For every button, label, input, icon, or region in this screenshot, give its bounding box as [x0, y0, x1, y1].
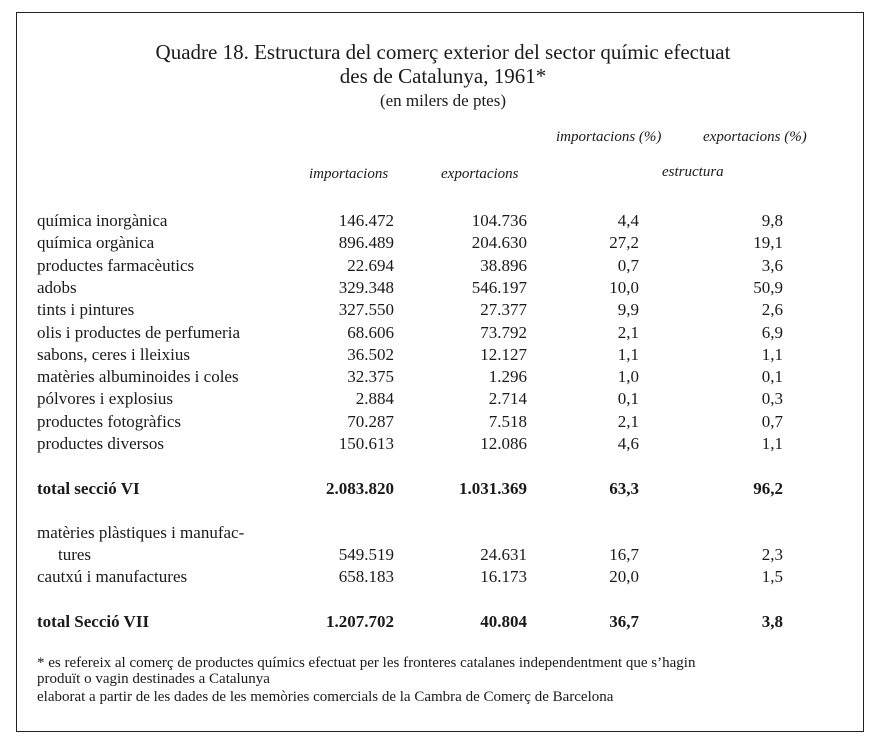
- row-label: adobs: [37, 277, 77, 297]
- table-row: [0, 344, 886, 366]
- row-exportacions-pct: 0,7: [761, 411, 783, 431]
- row-importacions-pct: 27,2: [609, 233, 639, 253]
- table-row: [0, 566, 886, 588]
- row-importacions: 1.207.702: [326, 612, 394, 631]
- row-importacions: 2.884: [355, 389, 394, 409]
- row-exportacions-pct: 3,8: [761, 612, 783, 631]
- header-importacions-pct: importacions (%): [556, 129, 662, 145]
- table-row: [0, 232, 886, 254]
- row-importacions-pct: 16,7: [609, 545, 639, 564]
- header-exportacions: exportacions: [441, 166, 519, 182]
- header-exportacions-pct: exportacions (%): [703, 129, 807, 145]
- row-label: matèries plàstiques i manufac-: [37, 523, 245, 542]
- table-row: [0, 299, 886, 321]
- row-label-continuation: tures: [58, 545, 92, 564]
- row-label: total Secció VII: [37, 612, 150, 631]
- table-row: [0, 255, 886, 277]
- row-exportacions-pct: 3,6: [761, 255, 783, 275]
- table-row: [0, 388, 886, 410]
- row-importacions: 329.348: [338, 277, 394, 297]
- table-row: [0, 411, 886, 433]
- row-label: productes fotogràfics: [37, 411, 181, 431]
- row-exportacions: 12.127: [480, 344, 527, 364]
- table-row: [0, 277, 886, 299]
- row-label: cautxú i manufactures: [37, 567, 188, 586]
- row-exportacions: 16.173: [480, 567, 527, 586]
- row-exportacions: 38.896: [480, 255, 527, 275]
- row-importacions: 70.287: [347, 411, 394, 431]
- row-exportacions-pct: 1,1: [761, 434, 783, 453]
- table-row: [0, 544, 886, 566]
- row-exportacions-pct: 0,1: [761, 367, 783, 387]
- row-exportacions: 12.086: [480, 434, 527, 453]
- row-label: olis i productes de perfumeria: [37, 322, 240, 342]
- row-importacions-pct: 63,3: [609, 479, 639, 498]
- row-exportacions-pct: 9,8: [761, 211, 783, 230]
- row-importacions: 22.694: [347, 255, 394, 275]
- row-exportacions: 204.630: [471, 233, 527, 253]
- row-exportacions-pct: 1,1: [761, 344, 783, 364]
- row-exportacions-pct: 0,3: [761, 389, 783, 409]
- row-importacions-pct: 1,1: [617, 344, 639, 364]
- row-label: química inorgànica: [37, 211, 168, 230]
- row-exportacions: 73.792: [480, 322, 527, 342]
- row-importacions: 2.083.820: [326, 479, 394, 498]
- row-label: química orgànica: [37, 233, 155, 253]
- row-importacions: 549.519: [338, 545, 394, 564]
- row-label: tints i pintures: [37, 300, 135, 320]
- row-exportacions-pct: 2,6: [761, 300, 783, 320]
- row-exportacions: 24.631: [480, 545, 527, 564]
- row-importacions-pct: 36,7: [609, 612, 639, 631]
- row-exportacions: 104.736: [471, 211, 527, 230]
- header-importacions: importacions: [309, 166, 389, 182]
- source-note: elaborat a partir de les dades de les memòries comercials de la Cambra de Comerç de Barcelona: [37, 689, 614, 705]
- header-estructura: estructura: [662, 164, 724, 180]
- row-exportacions: 1.031.369: [459, 479, 527, 498]
- total-row-section-vii: [0, 611, 886, 633]
- footnote-continuation: produït o vagin destinades a Catalunya: [37, 671, 270, 687]
- table-title-line-2: des de Catalunya, 1961*: [339, 64, 547, 88]
- table-row: [0, 322, 886, 344]
- row-exportacions-pct: 6,9: [761, 322, 783, 342]
- row-label: pólvores i explosius: [37, 389, 173, 409]
- row-label: productes farmacèutics: [37, 255, 195, 275]
- row-importacions-pct: 10,0: [609, 277, 639, 297]
- row-importacions: 32.375: [347, 367, 394, 387]
- row-importacions: 896.489: [338, 233, 394, 253]
- row-exportacions-pct: 2,3: [761, 545, 783, 564]
- row-importacions-pct: 2,1: [617, 411, 639, 431]
- row-importacions: 150.613: [338, 434, 394, 453]
- row-exportacions: 40.804: [480, 612, 527, 631]
- row-exportacions: 546.197: [471, 277, 527, 297]
- table-row: [0, 433, 886, 455]
- row-importacions: 658.183: [338, 567, 394, 586]
- row-label: productes diversos: [37, 434, 165, 453]
- table-subtitle: (en milers de ptes): [379, 91, 507, 110]
- row-importacions-pct: 0,7: [617, 255, 639, 275]
- row-importacions-pct: 4,4: [617, 211, 639, 230]
- row-importacions: 36.502: [347, 344, 394, 364]
- row-importacions: 146.472: [338, 211, 394, 230]
- row-exportacions: 27.377: [480, 300, 527, 320]
- row-importacions-pct: 20,0: [609, 567, 639, 586]
- row-importacions-pct: 1,0: [617, 367, 639, 387]
- row-importacions-pct: 4,6: [617, 434, 639, 453]
- row-exportacions: 1.296: [488, 367, 527, 387]
- row-exportacions-pct: 19,1: [753, 233, 783, 253]
- footnote: * es refereix al comerç de productes químics efectuat per les fronteres catalanes independentment que s’hagin: [37, 655, 696, 671]
- row-label: total secció VI: [37, 479, 140, 498]
- row-importacions: 68.606: [347, 322, 394, 342]
- total-row-section-vi: [0, 478, 886, 500]
- row-exportacions-pct: 1,5: [761, 567, 783, 586]
- row-label: matèries albuminoides i coles: [37, 367, 239, 387]
- row-exportacions: 2.714: [488, 389, 527, 409]
- row-exportacions-pct: 96,2: [753, 479, 783, 498]
- table-row: [0, 210, 886, 232]
- row-label: sabons, ceres i lleixius: [37, 344, 190, 364]
- row-importacions: 327.550: [338, 300, 394, 320]
- table-row: [0, 522, 886, 544]
- table-row: [0, 366, 886, 388]
- row-exportacions-pct: 50,9: [753, 277, 783, 297]
- row-importacions-pct: 9,9: [617, 300, 639, 320]
- row-exportacions: 7.518: [488, 411, 527, 431]
- row-importacions-pct: 2,1: [617, 322, 639, 342]
- table-title-line-1: Quadre 18. Estructura del comerç exterior del sector químic efectuat: [155, 40, 731, 64]
- row-importacions-pct: 0,1: [617, 389, 639, 409]
